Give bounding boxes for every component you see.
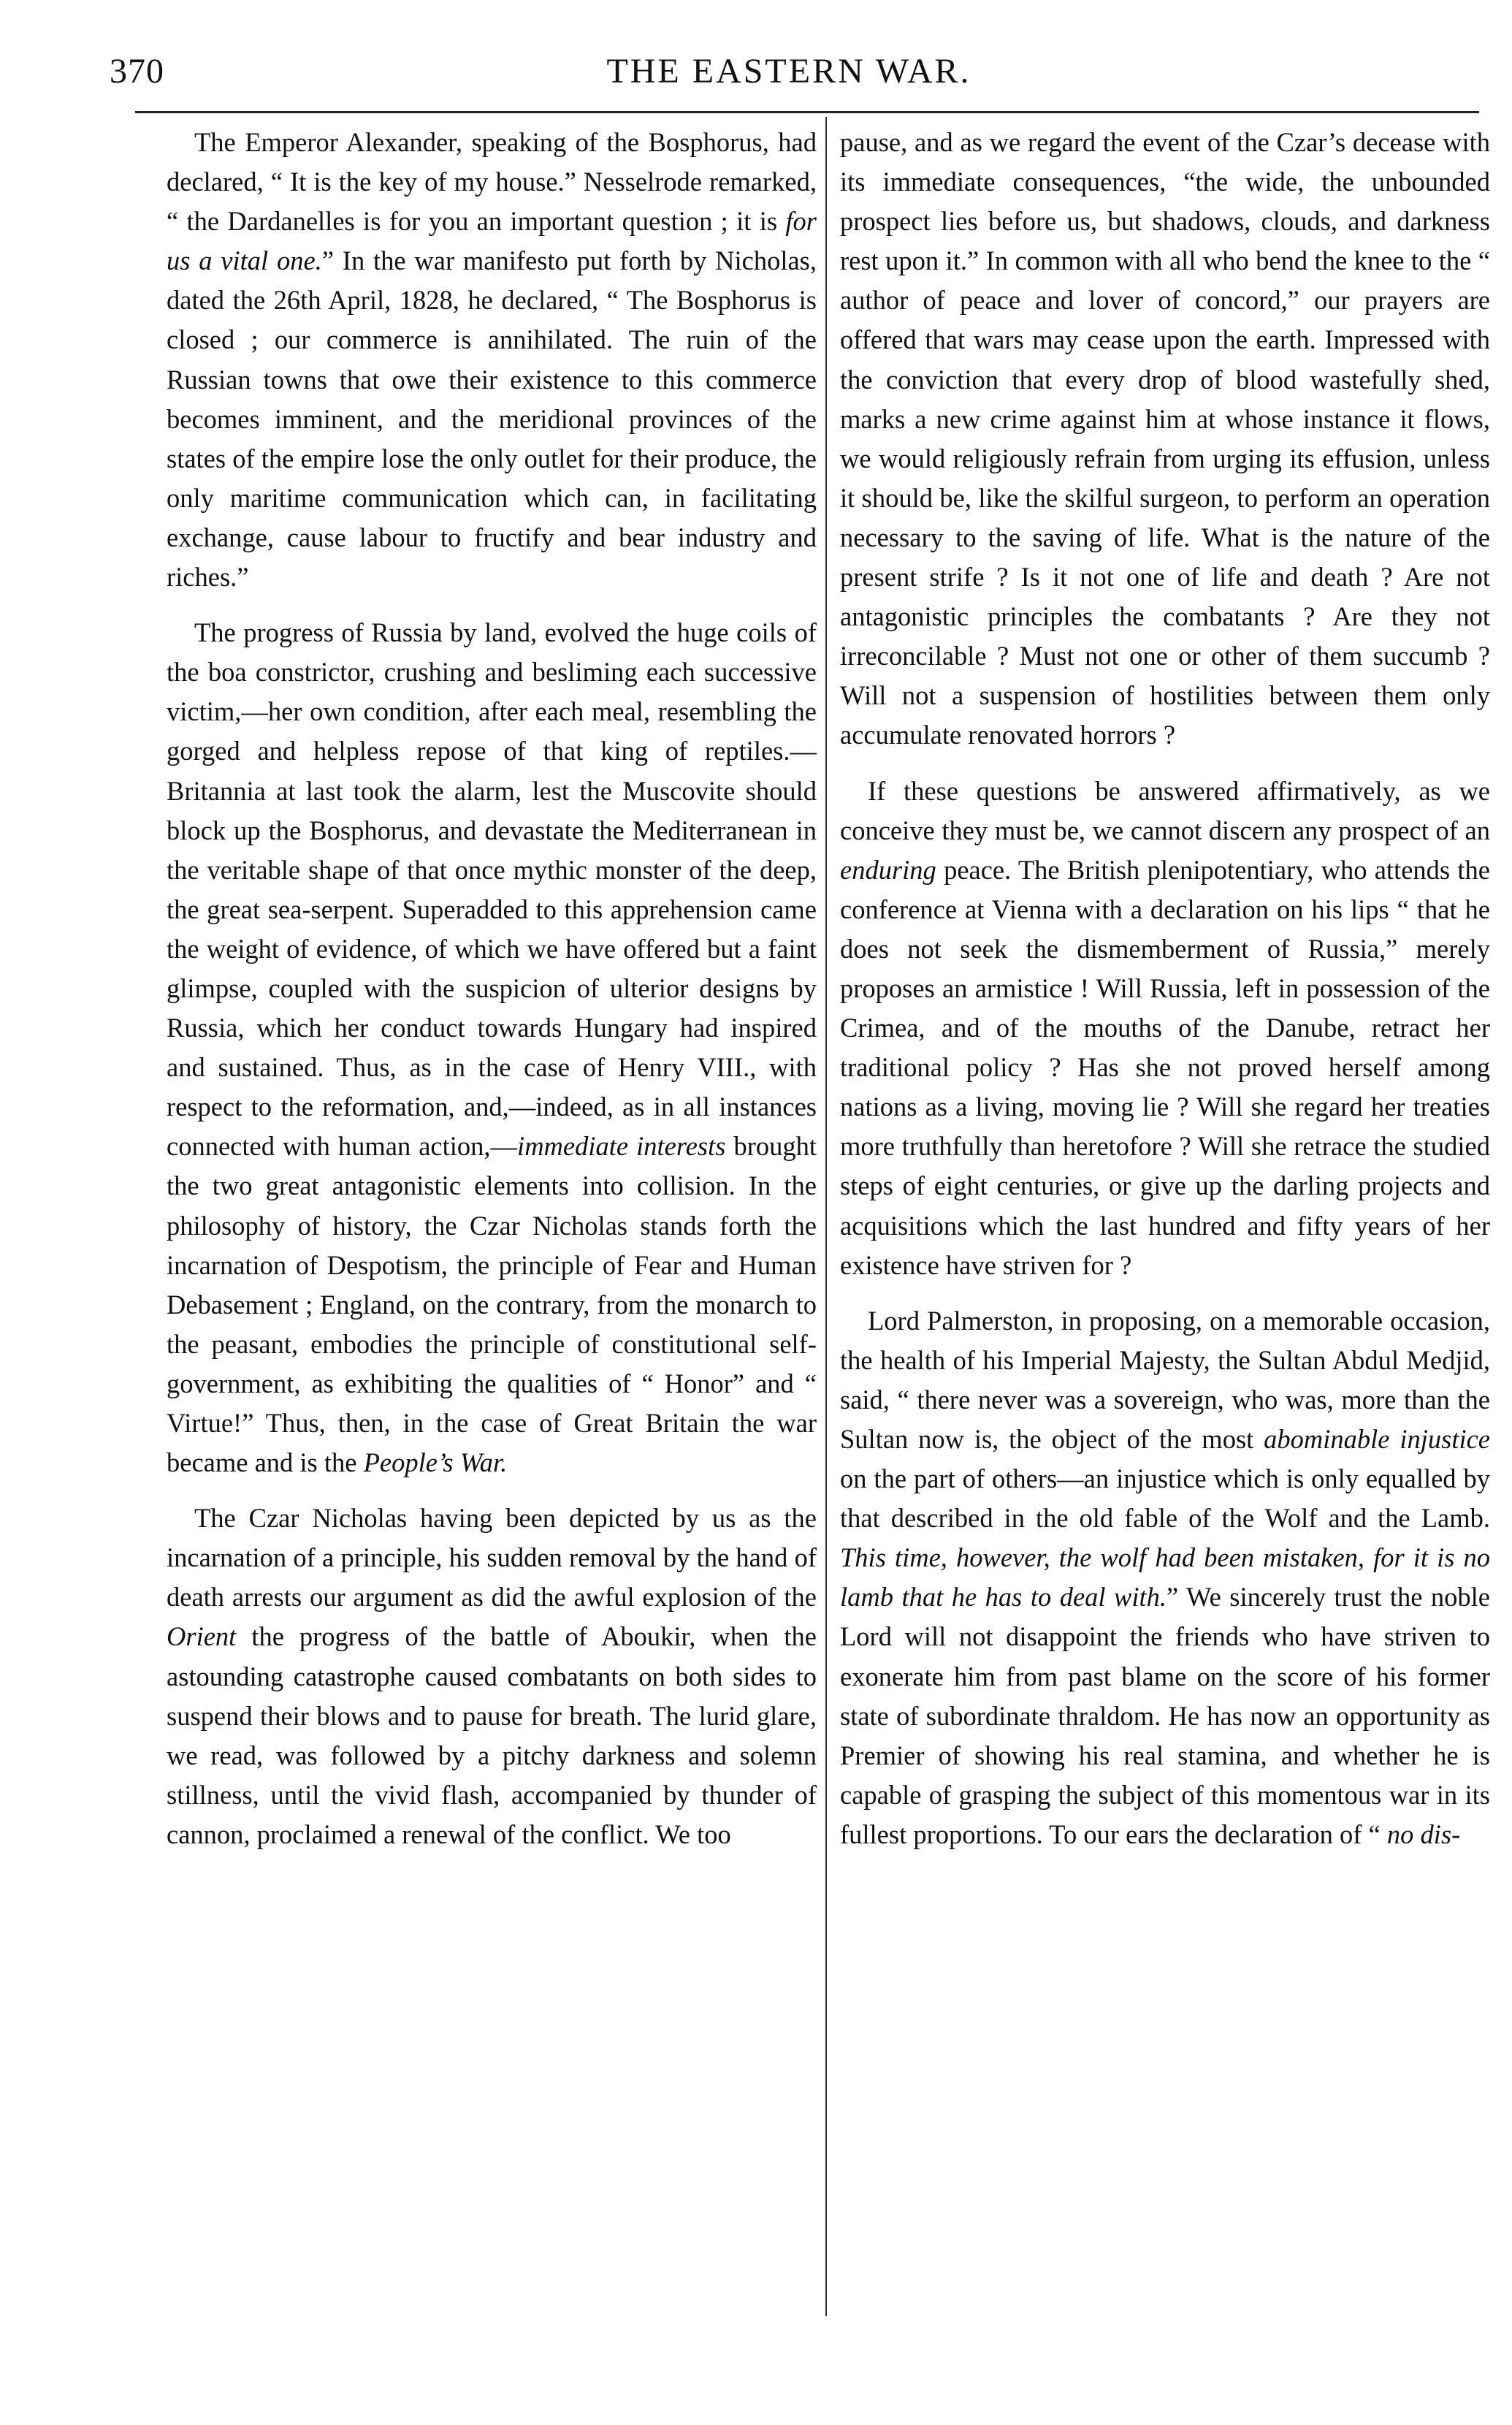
page-number: 370	[110, 52, 164, 91]
column-divider	[825, 117, 827, 2316]
paragraph-pause-and-regard: pause, and as we regard the event of the Czar’s decease with its immediate consequences, “the wide, the unbounded prospect lies before us, but shadows, clouds, and darkness rest upon it.” In common with all who bend the knee to the “ author of peace and lover of concord,” our prayers are offered that wars may cease upon the earth. Impressed with the conviction that every drop of blood wastefully shed, marks a new crime against him at whose instance it flows, we would religiously refrain from urging its effusion, unless it should be, like the skilful surgeon, to perform an operation necessary to the saving of life. What is the nature of the present strife ? Is it not one of life and death ? Are not antagonistic principles the combatants ? Are they not irreconcilable ? Must not one or other of them succumb ? Will not a suspension of hostilities between them only accumulate renovated horrors ?	[840, 127, 1490, 750]
left-column	[167, 123, 817, 1854]
paragraph-lord-palmerston: Lord Palmerston, in proposing, on a memorable occasion, the health of his Imperial Majesty, the Sultan Abdul Medjid, said, “ there never was a sovereign, who was, more than the Sultan now is, the object of the most abominable injustice on the part of others—an injustice which is only equalled by that described in the old fable of the Wolf and the Lamb. This time, however, the wolf had been mistaken, for it is no lamb that he has to deal with.” We sincerely trust the noble Lord will not disappoint the friends who have striven to exonerate him from past blame on the score of his former state of subordinate thraldom. He has now an opportunity as Premier of showing his real stamina, and whether he is capable of grasping the subject of this momentous war in its fullest proportions. To our ears the declaration of “ no dis-	[840, 1305, 1490, 1849]
running-title: THE EASTERN WAR.	[606, 52, 971, 91]
right-column	[840, 123, 1490, 1854]
paragraph-progress-of-russia: The progress of Russia by land, evolved the huge coils of the boa constrictor, crushing and besliming each successive victim,—her own condition, after each meal, resembling the gorged and helpless repose of that king of reptiles.—Britannia at last took the alarm, lest the Muscovite should block up the Bosphorus, and devastate the Mediterranean in the veritable shape of that once mythic monster of the deep, the great sea-serpent. Superadded to this apprehension came the weight of evidence, of which we have offered but a faint glimpse, coupled with the suspicion of ulterior designs by Russia, which her conduct towards Hungary had inspired and sustained. Thus, as in the case of Henry VIII., with respect to the reformation, and,—indeed, as in all instances connected with human action,—immediate interests brought the two great antagonistic elements into collision. In the philosophy of history, the Czar Nicholas stands forth the incarnation of Despotism, the principle of Fear and Human Debasement ; England, on the contrary, from the monarch to the peasant, embodies the principle of constitutional self-government, as exhibiting the qualities of “ Honor” and “ Virtue!” Thus, then, in the case of Great Britain the war became and is the People’s War.	[167, 617, 817, 1478]
paragraph-czar-nicholas-death: The Czar Nicholas having been depicted by us as the incarnation of a principle, his sudden removal by the hand of death arrests our argument as did the awful explosion of the Orient the progress of the battle of Aboukir, when the astounding catastrophe caused combatants on both sides to suspend their blows and to pause for breath. The lurid glare, we read, was followed by a pitchy darkness and solemn stillness, until the vivid flash, accompanied by thunder of cannon, proclaimed a renewal of the conflict. We too	[167, 1503, 817, 1849]
page-header	[110, 51, 1468, 102]
header-rule	[135, 111, 1479, 113]
paragraph-questions-answered: If these questions be answered affirmatively, as we conceive they must be, we cannot discern any prospect of an enduring peace. The British plenipotentiary, who attends the conference at Vienna with a declaration on his lips “ that he does not seek the dismemberment of Russia,” merely proposes an armistice ! Will Russia, left in possession of the Crimea, and of the mouths of the Danube, retract her traditional policy ? Has she not proved herself among nations as a living, moving lie ? Will she regard her treaties more truthfully than heretofore ? Will she retrace the studied steps of eight centuries, or give up the darling projects and acquisitions which the last hundred and fifty years of her existence have striven for ?	[840, 775, 1490, 1280]
paragraph-alexander-bosphorus: The Emperor Alexander, speaking of the Bosphorus, had declared, “ It is the key of my house.” Nesselrode remarked, “ the Dardanelles is for you an important question ; it is for us a vital one.” In the war manifesto put forth by Nicholas, dated the 26th April, 1828, he declared, “ The Bosphorus is closed ; our commerce is annihilated. The ruin of the Russian towns that owe their existence to this commerce becomes imminent, and the meridional provinces of the states of the empire lose the only outlet for their produce, the only maritime communication which can, in facilitating exchange, cause labour to fructify and bear industry and riches.”	[167, 127, 817, 593]
